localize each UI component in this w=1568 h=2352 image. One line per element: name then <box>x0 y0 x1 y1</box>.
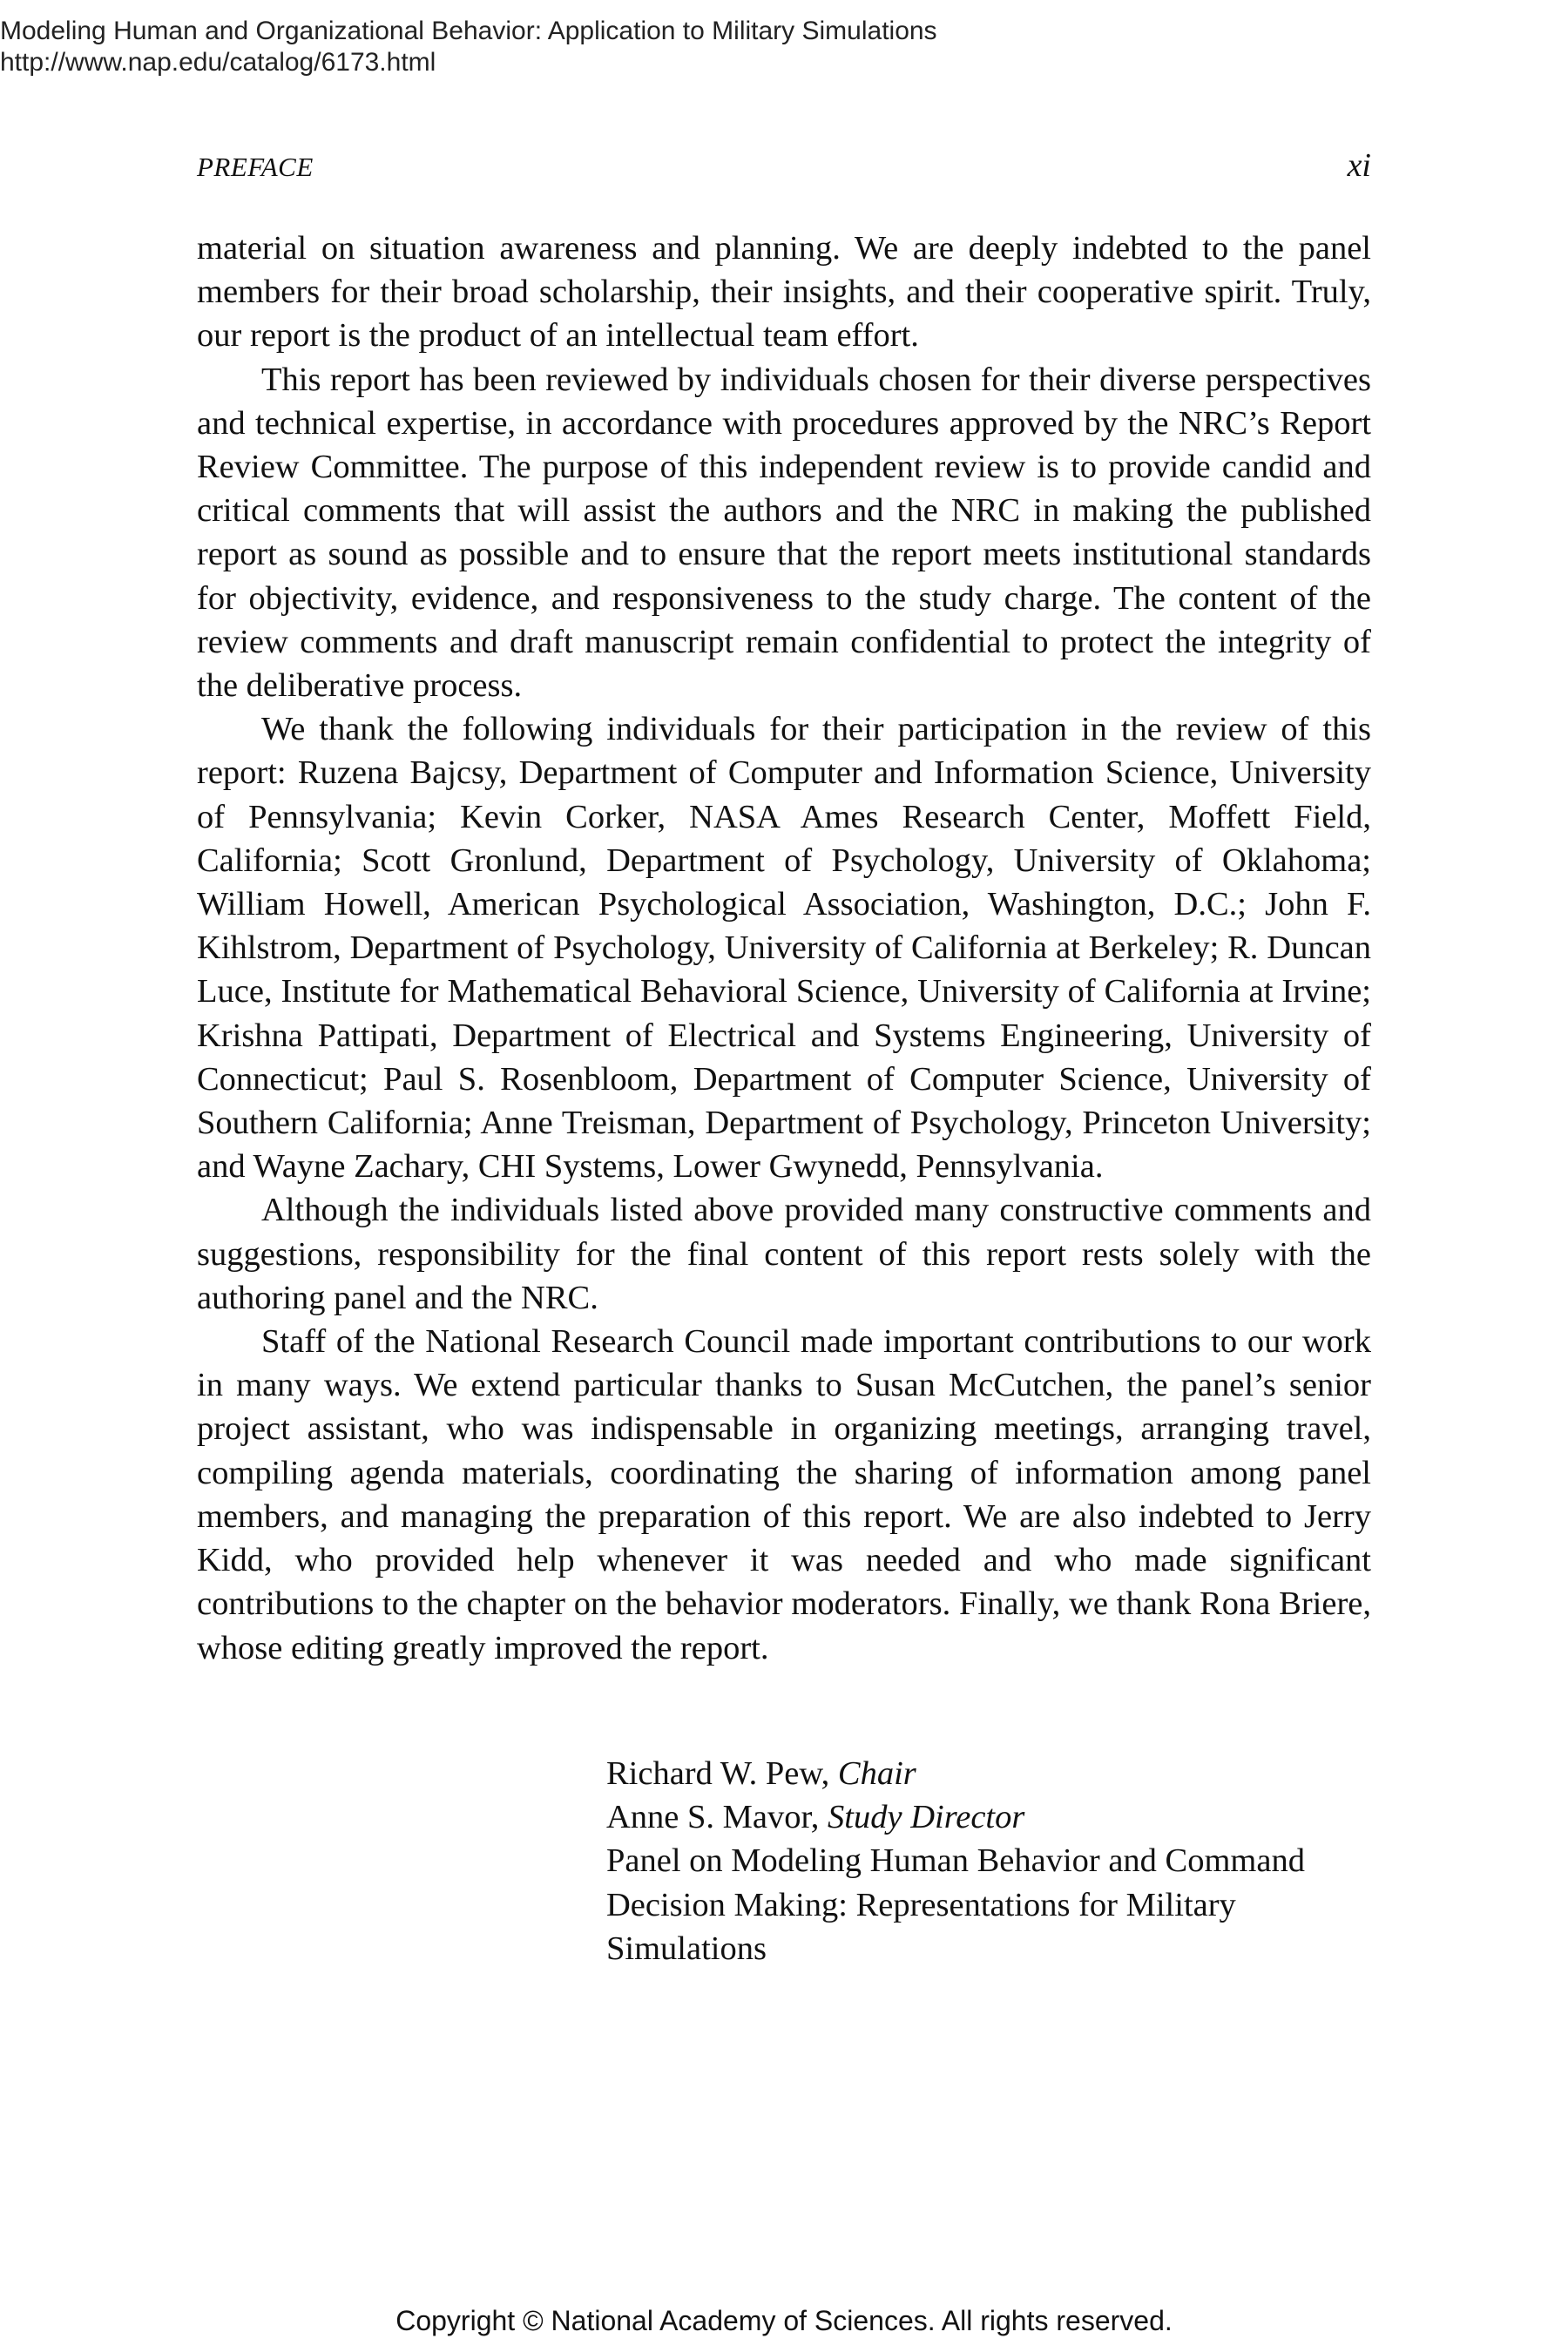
web-header <box>0 16 937 78</box>
signature-block <box>606 1752 1390 1970</box>
paragraph-continuation: material on situation awareness and planning. We are deeply indebted to the panel members for their broad scholarship, their insights, and their cooperative spirit. Truly, our report is the product of an intellectual team effort. <box>197 230 1371 355</box>
document-title: Modeling Human and Organizational Behavior: Application to Military Simulations <box>0 17 937 45</box>
chair-role: Chair <box>837 1755 916 1792</box>
panel-name-line: Decision Making: Representations for Military <box>606 1886 1236 1923</box>
signature-director <box>606 1795 1390 1839</box>
chair-name: Richard W. Pew, <box>606 1755 830 1792</box>
catalog-url: http://www.nap.edu/catalog/6173.html <box>0 48 436 77</box>
section-title: PREFACE <box>197 152 314 182</box>
signature-chair <box>606 1752 1390 1795</box>
page-number: xi <box>1347 147 1371 184</box>
paragraph-review-process: This report has been reviewed by individuals chosen for their diverse perspectives and technical expertise, in accordance with procedures approved by the NRC’s Report Review Committee. The purpose of this independent review is to provide candid and critical comments that will assist the authors and the NRC in making the published report as sound as possible and to ensure that the report meets institutional standards for objectivity, evidence, and responsiveness to the study charge. The content of the review comments and draft manuscript remain confidential to protect the integrity of the deliberative process. <box>197 361 1371 705</box>
panel-name-line: Simulations <box>606 1930 767 1967</box>
paragraph-responsibility: Although the individuals listed above provided many constructive comments and suggestions, responsibility for the final content of this report rests solely with the authoring panel and the NRC. <box>197 1192 1371 1316</box>
director-role: Study Director <box>828 1799 1025 1836</box>
running-head <box>197 146 1371 190</box>
director-name: Anne S. Mavor, <box>606 1799 820 1836</box>
panel-name-line: Panel on Modeling Human Behavior and Command <box>606 1842 1305 1880</box>
paragraph-reviewers: We thank the following individuals for their participation in the review of this report: Ruzena Bajcsy, Department of Computer and Information Science, University of Pennsylvania; Kevin Corker, NASA Ames Research Center, Moffett Field, California; Scott Gronlund, Department of Psychology, University of Oklahoma; William Howell, American Psychological Association, Washington, D.C.; John F. Kihlstrom, Department of Psychology, University of California at Berkeley; R. Duncan Luce, Institute for Mathematical Behavioral Science, University of California at Irvine; Krishna Pattipati, Department of Electrical and Systems Engineering, University of Connecticut; Paul S. Rosenbloom, Department of Computer Science, University of Southern California; Anne Treisman, Department of Psychology, Princeton University; and Wayne Zachary, CHI Systems, Lower Gwynedd, Pennsylvania. <box>197 711 1371 1186</box>
body-text <box>197 226 1371 1670</box>
copyright-footer: Copyright © National Academy of Sciences. All rights reserved. <box>395 2305 1173 2336</box>
paragraph-staff-thanks: Staff of the National Research Council made important contributions to our work in many ways. We extend particular thanks to Susan McCutchen, the panel’s senior project assistant, who was indispensable in organizing meetings, arranging travel, compiling agenda materials, coordinating the sharing of information among panel members, and managing the preparation of this report. We are also indebted to Jerry Kidd, who provided help whenever it was needed and who made significant contributions to the chapter on the behavior moderators. Finally, we thank Rona Briere, whose editing greatly improved the report. <box>197 1323 1371 1666</box>
